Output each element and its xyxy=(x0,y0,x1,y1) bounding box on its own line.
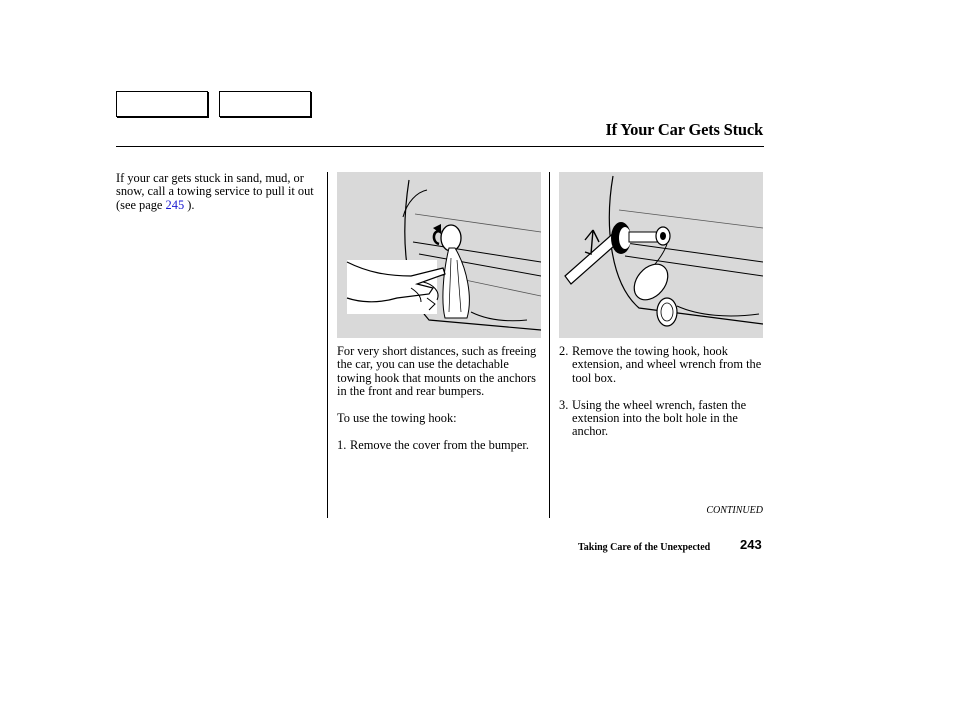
column-divider xyxy=(549,172,550,518)
nav-tab-box[interactable] xyxy=(116,91,208,117)
towing-hook-paragraph: For very short distances, such as freeing the car, you can use the detachable towing hook that mounts on the anchors in the front and rear bumpers. xyxy=(337,344,537,399)
illustration-wrench-extension xyxy=(559,172,763,338)
illustration-remove-cover xyxy=(337,172,541,338)
footer-section-title: Taking Care of the Unexpected xyxy=(578,542,711,553)
column-divider xyxy=(327,172,328,518)
right-column-text xyxy=(559,345,764,439)
step-number: 3. xyxy=(559,397,569,412)
step-text: Using the wheel wrench, fasten the extension into the bolt hole in the anchor. xyxy=(572,397,747,439)
page-title: If Your Car Gets Stuck xyxy=(605,120,763,139)
nav-tab-box[interactable] xyxy=(219,91,311,117)
intro-paragraph xyxy=(116,172,316,212)
continued-label: CONTINUED xyxy=(706,505,763,516)
intro-text: If your car gets stuck in sand, mud, or snow, call a towing service to pull it out (see page xyxy=(116,171,314,212)
step-item xyxy=(559,399,764,439)
intro-text-end: ). xyxy=(184,197,195,212)
title-rule xyxy=(116,146,764,147)
step-item xyxy=(337,439,542,452)
step-text: Remove the towing hook, hook extension, and wheel wrench from the tool box. xyxy=(572,344,762,385)
step-item xyxy=(559,345,764,385)
step-number: 2. xyxy=(559,344,569,358)
towing-hook-lead-in: To use the towing hook: xyxy=(337,411,457,426)
page-number: 243 xyxy=(740,537,762,552)
page-reference-link[interactable]: 245 xyxy=(165,197,185,212)
middle-column-text xyxy=(337,345,542,452)
step-number: 1. xyxy=(337,437,347,452)
step-text: Remove the cover from the bumper. xyxy=(350,437,529,452)
